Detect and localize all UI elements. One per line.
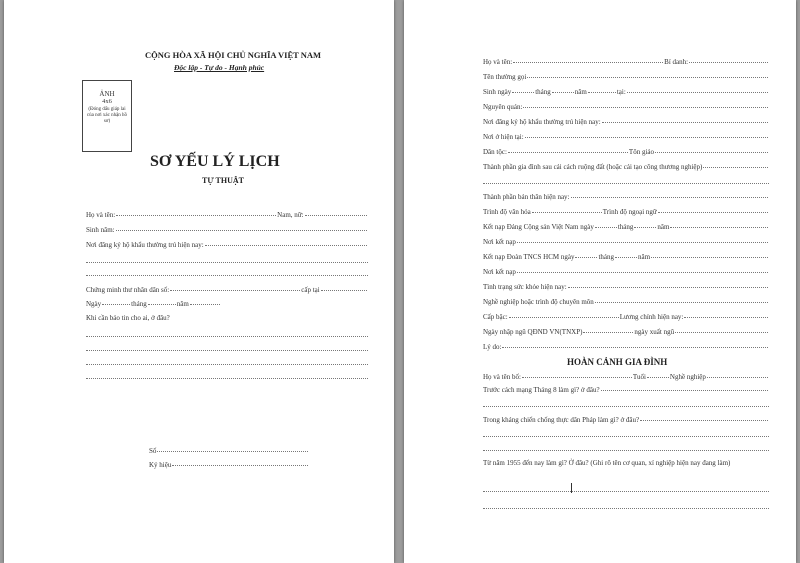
field-emergency-contact: Khi cần báo tin cho ai, ở đâu? <box>86 314 170 322</box>
field-since-1955: Từ năm 1955 đến nay làm gì? Ở đâu? (Ghi rõ tên cơ quan, xí nghiệp hiện nay đang làm) <box>483 459 731 467</box>
right-page <box>404 0 796 563</box>
field-before-revolution[interactable]: Trước cách mạng Tháng 8 làm gì? ở đâu? <box>483 386 769 394</box>
text-cursor <box>571 483 572 493</box>
field-symbol[interactable]: Ký hiệu <box>149 461 309 469</box>
blank-line[interactable] <box>86 275 368 276</box>
field-youth-union-place[interactable]: Nơi kết nạp <box>483 268 769 276</box>
field-hometown[interactable]: Nguyên quán: <box>483 103 769 111</box>
field-father-name[interactable]: Họ và tên bố: Tuổi Nghề nghiệp <box>483 373 769 381</box>
photo-label: ẢNH <box>99 90 115 98</box>
field-family-class[interactable]: Thành phần gia đình sau cải cách ruộng đất (hoặc cải tạo công thương nghiệp) <box>483 163 769 171</box>
field-education[interactable]: Trình độ văn hóa Trình độ ngoại ngữ <box>483 208 769 216</box>
field-occupation[interactable]: Nghề nghiệp hoặc trình độ chuyên môn <box>483 298 769 306</box>
field-party-admission[interactable]: Kết nạp Đảng Cộng sản Việt Nam ngày tháng năm <box>483 223 769 231</box>
blank-line[interactable] <box>483 406 769 407</box>
field-youth-union-admission[interactable]: Kết nạp Đoàn TNCS HCM ngày tháng năm <box>483 253 769 261</box>
field-birth-date[interactable]: Sinh ngày tháng năm tại: <box>483 88 769 96</box>
blank-line[interactable] <box>86 378 368 379</box>
field-reason[interactable]: Lý do: <box>483 343 769 351</box>
field-personal-class[interactable]: Thành phần bản thân hiện nay: <box>483 193 769 201</box>
photo-size: 4x6 <box>102 98 112 105</box>
field-rank-salary[interactable]: Cấp bậc: Lương chính hiện nay: <box>483 313 769 321</box>
blank-line[interactable] <box>483 183 769 184</box>
left-page <box>4 0 394 563</box>
field-health[interactable]: Tình trạng sức khỏe hiện nay: <box>483 283 769 291</box>
field-full-name[interactable]: Họ và tên: Bí danh: <box>483 58 769 66</box>
photo-note: (Đóng dấu giáp lai của nơi xác nhận hồ sơ) <box>86 107 128 124</box>
blank-line[interactable] <box>86 364 368 365</box>
field-full-name[interactable]: Họ và tên: Nam, nữ: <box>86 211 368 219</box>
blank-line[interactable] <box>483 450 769 451</box>
field-current-address[interactable]: Nơi ở hiện tại: <box>483 133 769 141</box>
national-motto: Độc lập - Tự do - Hạnh phúc <box>174 63 265 72</box>
blank-line[interactable] <box>483 436 769 437</box>
blank-line[interactable] <box>86 262 368 263</box>
page-subtitle: TỰ THUẬT <box>202 176 245 185</box>
blank-line[interactable] <box>86 350 368 351</box>
blank-line[interactable] <box>483 491 769 492</box>
blank-line[interactable] <box>86 336 368 337</box>
blank-line[interactable] <box>483 508 769 509</box>
national-name: CỘNG HÒA XÃ HỘI CHỦ NGHĨA VIỆT NAM <box>145 50 322 60</box>
field-ethnicity[interactable]: Dân tộc: Tôn giáo <box>483 148 769 156</box>
section-family-title: HOÀN CẢNH GIA ĐÌNH <box>567 357 668 367</box>
field-permanent-address[interactable]: Nơi đăng ký hộ khẩu thường trú hiện nay: <box>483 118 769 126</box>
field-birth-year[interactable]: Sinh năm: <box>86 226 368 234</box>
field-id-card[interactable]: Chứng minh thư nhân dân số: cấp tại <box>86 286 368 294</box>
field-permanent-address[interactable]: Nơi đăng ký hộ khẩu thường trú hiện nay: <box>86 241 368 249</box>
field-number[interactable]: Số <box>149 447 309 455</box>
field-resistance-war[interactable]: Trong kháng chiến chống thực dân Pháp làm gì? ở đâu? <box>483 416 769 424</box>
field-enlistment[interactable]: Ngày nhập ngũ QĐND VN(TNXP) ngày xuất ngũ <box>483 328 769 336</box>
field-party-place[interactable]: Nơi kết nạp <box>483 238 769 246</box>
page-title: SƠ YẾU LÝ LỊCH <box>150 153 280 170</box>
field-common-name[interactable]: Tên thường gọi <box>483 73 769 81</box>
field-id-date[interactable]: Ngày tháng năm <box>86 300 286 308</box>
photo-box <box>82 80 132 152</box>
